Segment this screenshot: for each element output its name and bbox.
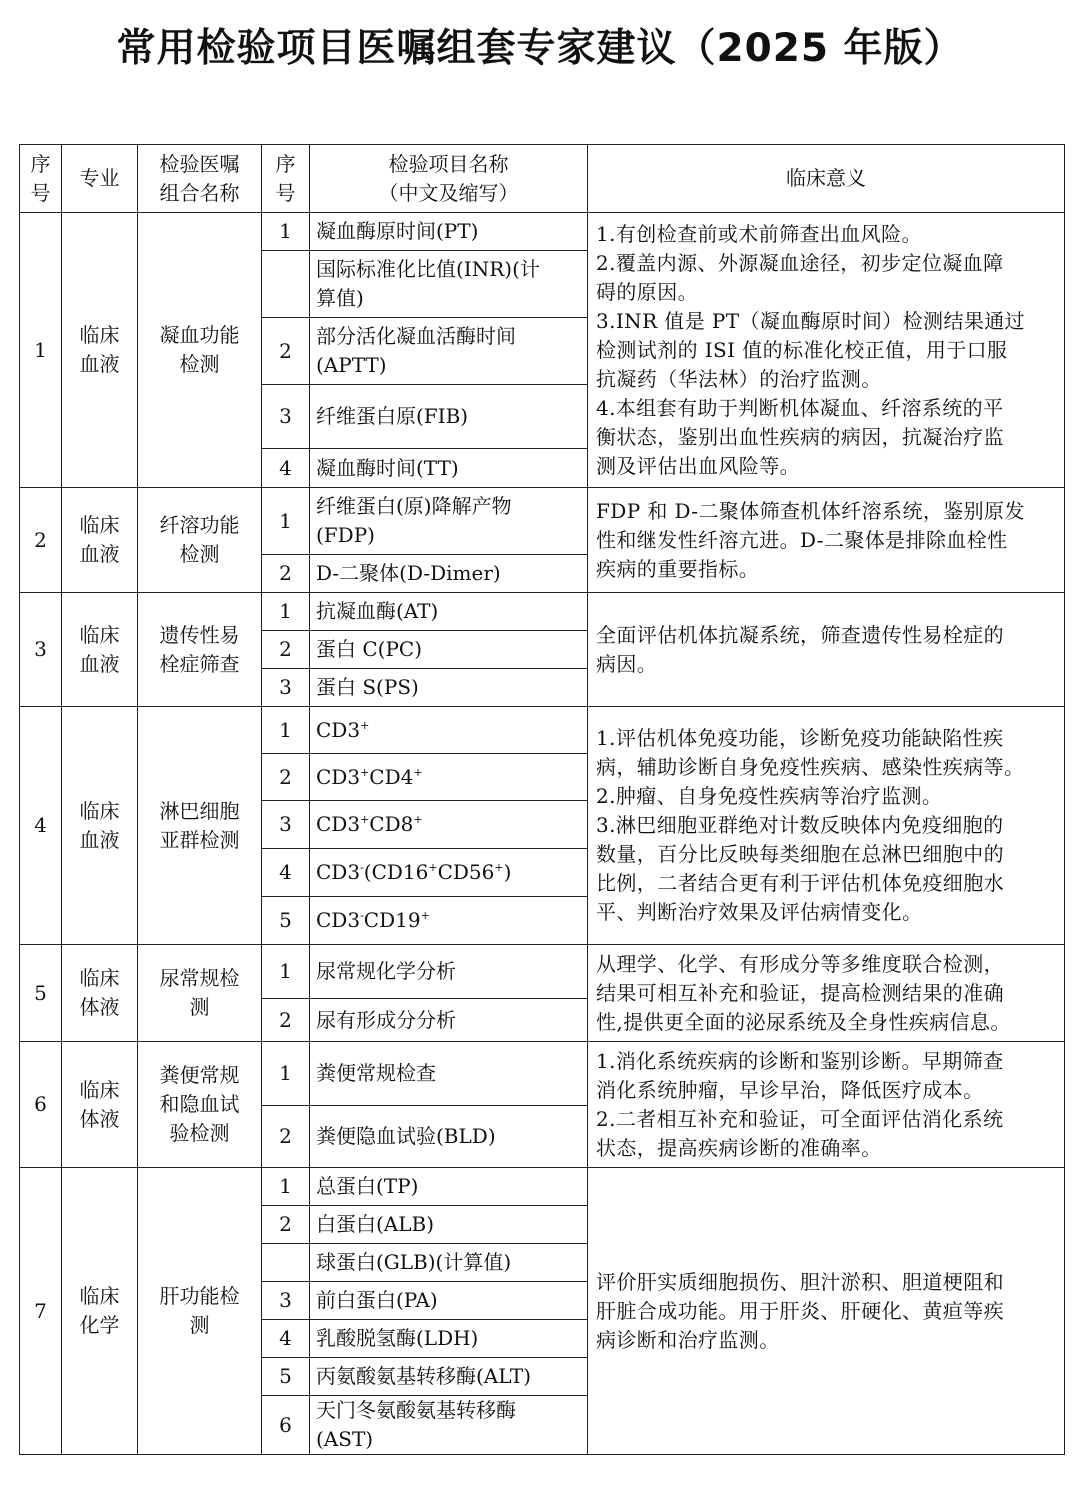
item-name-line: 天门冬氨酸氨基转移酶: [316, 1398, 516, 1422]
item-seq: [262, 251, 310, 318]
item-name: [310, 1042, 588, 1106]
item-seq: 2: [262, 318, 310, 385]
table-row: [20, 488, 1065, 555]
group-major: 临床 血液: [62, 213, 138, 488]
item-name-line: 前白蛋白(PA): [316, 1288, 438, 1312]
item-name-line: 算值): [316, 286, 364, 310]
group-name: 遗传性易 栓症筛查: [138, 593, 262, 707]
table-row: [20, 1042, 1065, 1106]
header-group-name: 检验医嘱 组合名称: [138, 145, 262, 213]
item-name: [310, 1282, 588, 1320]
clinical-significance: 从理学、化学、有形成分等多维度联合检测， 结果可相互补充和验证，提高检测结果的准确 性,提供更全面的泌尿系统及全身性疾病信息。: [588, 945, 1065, 1042]
item-seq: 2: [262, 754, 310, 801]
item-seq: 3: [262, 801, 310, 849]
group-seq: 4: [20, 707, 62, 945]
group-major: 临床 血液: [62, 707, 138, 945]
item-name-line: 凝血酶时间(TT): [316, 455, 459, 480]
item-seq: 4: [262, 1320, 310, 1358]
group-seq: 5: [20, 945, 62, 1042]
group-name: 淋巴细胞 亚群检测: [138, 707, 262, 945]
group-major: 临床 血液: [62, 593, 138, 707]
item-name: [310, 1320, 588, 1358]
item-seq: 1: [262, 213, 310, 251]
clinical-significance: 1.有创检查前或术前筛查出血风险。 2.覆盖内源、外源凝血途径，初步定位凝血障 碍的原因。 3.INR 值是 PT（凝血酶原时间）检测结果通过 检测试剂的 ISI 值的标准化校正值，用于口服 抗凝药（华法林）的治疗监测。 4.本组套有助于判断机体凝血、纤溶系统的平 衡状态，鉴别出血性疾病的病因，抗凝治疗监 测及评估出血风险等。: [588, 213, 1065, 488]
item-seq: 1: [262, 707, 310, 754]
item-name: [310, 849, 588, 897]
header-row: [20, 145, 1065, 213]
group-seq: 3: [20, 593, 62, 707]
item-name: [310, 593, 588, 631]
group-seq: 2: [20, 488, 62, 593]
table-row: [20, 593, 1065, 631]
item-name-line: 球蛋白(GLB)(计算值): [316, 1250, 512, 1274]
item-seq: 4: [262, 449, 310, 488]
header-item-name: 检验项目名称 （中文及缩写）: [310, 145, 588, 213]
item-name: [310, 555, 588, 593]
item-seq: [262, 1244, 310, 1282]
item-name-line: 凝血酶原时间(PT): [316, 219, 479, 243]
table-row: [20, 945, 1065, 999]
group-name: 肝功能检 测: [138, 1168, 262, 1455]
item-name: [310, 449, 588, 488]
item-seq: 3: [262, 669, 310, 707]
page-title: 常用检验项目医嘱组套专家建议（2025 年版）: [116, 26, 964, 71]
item-name: [310, 385, 588, 449]
item-name-line: CD3+: [316, 717, 370, 742]
group-major: 临床 体液: [62, 945, 138, 1042]
item-name-line: 国际标准化比值(INR)(计: [316, 257, 540, 281]
item-name-line: (AST): [316, 1427, 374, 1451]
item-name: [310, 707, 588, 754]
item-name-line: 部分活化凝血活酶时间: [316, 324, 516, 348]
item-name-line: (FDP): [316, 523, 375, 547]
table-row: [20, 213, 1065, 251]
item-seq: 5: [262, 1358, 310, 1396]
item-name-line: CD3+CD4+: [316, 764, 423, 789]
item-name-line: 纤维蛋白(原)降解产物: [316, 494, 512, 518]
item-name: [310, 754, 588, 801]
header-seq: 序 号: [20, 145, 62, 213]
item-name-line: D-二聚体(D-Dimer): [316, 561, 501, 585]
item-name-line: 总蛋白(TP): [316, 1174, 419, 1198]
item-seq: 2: [262, 999, 310, 1042]
item-name: [310, 945, 588, 999]
item-name: [310, 999, 588, 1042]
item-seq: 3: [262, 1282, 310, 1320]
header-major: 专业: [62, 145, 138, 213]
group-name: 纤溶功能 检测: [138, 488, 262, 593]
item-seq: 1: [262, 945, 310, 999]
item-name: [310, 631, 588, 669]
table-row: [20, 1168, 1065, 1206]
item-name-line: 尿常规化学分析: [316, 959, 456, 983]
item-name-line: 乳酸脱氢酶(LDH): [316, 1326, 479, 1350]
item-seq: 4: [262, 849, 310, 897]
item-seq: 1: [262, 1042, 310, 1106]
group-major: 临床 化学: [62, 1168, 138, 1455]
table-row: [20, 707, 1065, 754]
item-name: [310, 488, 588, 555]
item-seq: 1: [262, 1168, 310, 1206]
group-seq: 6: [20, 1042, 62, 1168]
item-name-line: 丙氨酸氨基转移酶(ALT): [316, 1364, 532, 1388]
group-seq: 1: [20, 213, 62, 488]
clinical-significance: 评价肝实质细胞损伤、胆汁淤积、胆道梗阻和 肝脏合成功能。用于肝炎、肝硬化、黄疸等疾 病诊断和治疗监测。: [588, 1168, 1065, 1455]
group-name: 粪便常规 和隐血试 验检测: [138, 1042, 262, 1168]
clinical-significance: 全面评估机体抗凝系统，筛查遗传性易栓症的 病因。: [588, 593, 1065, 707]
item-name-line: CD3-CD19+: [316, 908, 430, 932]
group-major: 临床 体液: [62, 1042, 138, 1168]
item-name: [310, 1396, 588, 1455]
item-name-line: 抗凝血酶(AT): [316, 599, 439, 623]
item-name-line: 蛋白 C(PC): [316, 637, 423, 661]
item-name: [310, 801, 588, 849]
item-name: [310, 251, 588, 318]
item-seq: 6: [262, 1396, 310, 1455]
item-seq: 2: [262, 631, 310, 669]
clinical-significance: 1.评估机体免疫功能，诊断免疫功能缺陷性疾 病，辅助诊断自身免疫性疾病、感染性疾病等。 2.肿瘤、自身免疫性疾病等治疗监测。 3.淋巴细胞亚群绝对计数反映体内免疫细胞的 数量，百分比反映每类细胞在总淋巴细胞中的 比例，二者结合更有利于评估机体免疫细胞水 平、判断治疗效果及评估病情变化。: [588, 707, 1065, 945]
item-name: [310, 897, 588, 945]
item-name: [310, 1168, 588, 1206]
item-name-line: 白蛋白(ALB): [316, 1212, 435, 1236]
header-item-seq: 序 号: [262, 145, 310, 213]
group-major: 临床 血液: [62, 488, 138, 593]
item-name: [310, 669, 588, 707]
item-seq: 2: [262, 1106, 310, 1168]
item-name: [310, 1244, 588, 1282]
item-name: [310, 1358, 588, 1396]
item-name-line: CD3-(CD16+CD56+): [316, 860, 512, 884]
item-name-line: 粪便常规检查: [316, 1061, 436, 1085]
group-name: 尿常规检 测: [138, 945, 262, 1042]
item-seq: 1: [262, 488, 310, 555]
item-name: [310, 318, 588, 385]
item-seq: 5: [262, 897, 310, 945]
item-seq: 3: [262, 385, 310, 449]
item-name: [310, 213, 588, 251]
lab-order-table: [19, 144, 1065, 1455]
item-seq: 1: [262, 593, 310, 631]
item-name-line: CD3+CD8+: [316, 812, 423, 836]
header-significance: 临床意义: [588, 145, 1065, 213]
item-name-line: 粪便隐血试验(BLD): [316, 1124, 496, 1148]
clinical-significance: 1.消化系统疾病的诊断和鉴别诊断。早期筛查 消化系统肿瘤，早诊早治，降低医疗成本。 2.二者相互补充和验证，可全面评估消化系统 状态，提高疾病诊断的准确率。: [588, 1042, 1065, 1168]
item-name: [310, 1106, 588, 1168]
group-seq: 7: [20, 1168, 62, 1455]
clinical-significance: FDP 和 D-二聚体筛查机体纤溶系统，鉴别原发 性和继发性纤溶亢进。D-二聚体是排除血栓性 疾病的重要指标。: [588, 488, 1065, 593]
item-name-line: 尿有形成分分析: [316, 1007, 456, 1032]
item-name-line: 蛋白 S(PS): [316, 675, 419, 699]
item-seq: 2: [262, 1206, 310, 1244]
item-name-line: 纤维蛋白原(FIB): [316, 404, 469, 428]
item-seq: 2: [262, 555, 310, 593]
item-name: [310, 1206, 588, 1244]
group-name: 凝血功能 检测: [138, 213, 262, 488]
item-name-line: (APTT): [316, 353, 387, 377]
